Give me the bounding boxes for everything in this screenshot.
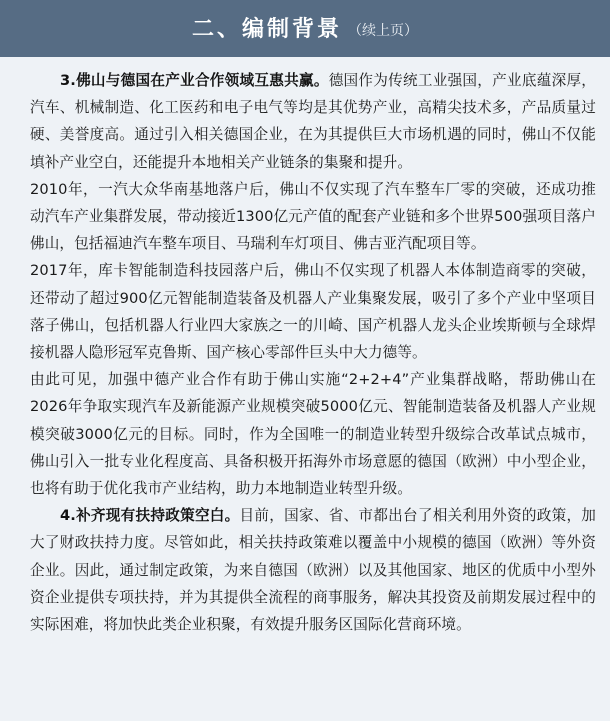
paragraph-conclusion — [30, 366, 596, 502]
paragraph-text: 德国作为传统工业强国，产业底蕴深厚，汽车、机械制造、化工医药和电子电气等均是其优势产业，高精尖技术多，产品质量过硬、美誉度高。通过引入相关德国企业，在为其提供巨大市场机遇的同时，佛山不仅能填补产业空白，还能提升本地相关产业链条的集聚和提升。 — [30, 72, 596, 171]
paragraph-kuka — [30, 257, 596, 366]
paragraph-text: 2010年，一汽大众华南基地落户后，佛山不仅实现了汽车整车厂零的突破，还成功推动汽车产业集群发展，带动接近1300亿元产值的配套产业链和多个世界500强项目落户佛山，包括福迪汽车整车项目、马瑞利车灯项目、佛吉亚汽配项目等。 — [30, 180, 596, 253]
document-body — [0, 57, 610, 721]
paragraph-text: 2017年，库卡智能制造科技园落户后，佛山不仅实现了机器人本体制造商零的突破，还带动了超过900亿元智能制造装备及机器人产业集聚发展，吸引了多个产业中坚项目落子佛山，包括机器人行业四大家族之一的川崎、国产机器人龙头企业埃斯顿与全球焊接机器人隐形冠军克鲁斯、国产核心零部件巨头中大力德等。 — [30, 262, 596, 362]
continued-note: （续上页） — [348, 22, 418, 39]
paragraph-policy-gap — [30, 502, 596, 638]
paragraph-text: 目前，国家、省、市都出台了相关利用外资的政策，加大了财政扶持力度。尽管如此，相关扶持政策难以覆盖中小规模的德国（欧洲）等外资企业。因此，通过制定政策，为来自德国（欧洲）以及其他国家、地区的优质中小型外资企业提供专项扶持，并为其提供全流程的商事服务，解决其投资及前期发展过程中的实际困难，将加快此类企业积聚，有效提升服务区国际化营商环境。 — [30, 507, 597, 634]
paragraph-heading: 4.补齐现有扶持政策空白。 — [60, 507, 240, 525]
paragraph-faw-vw — [30, 176, 596, 258]
section-header — [0, 0, 610, 57]
paragraph-heading: 3.佛山与德国在产业合作领域互惠共赢。 — [60, 72, 329, 89]
paragraph-text: 由此可见，加强中德产业合作有助于佛山实施“2+2+4”产业集群战略，帮助佛山在2026年争取实现汽车及新能源产业规模突破5000亿元、智能制造装备及机器人产业规模突破3000亿元的目标。同时，作为全国唯一的制造业转型升级综合改革试点城市，佛山引入一批专业化程度高、具备积极开拓海外市场意愿的德国（欧洲）中小型企业，也将有助于优化我市产业结构，助力本地制造业转型升级。 — [30, 371, 596, 498]
paragraph-germany-cooperation — [30, 67, 596, 176]
section-title: 二、编制背景 — [191, 17, 342, 42]
